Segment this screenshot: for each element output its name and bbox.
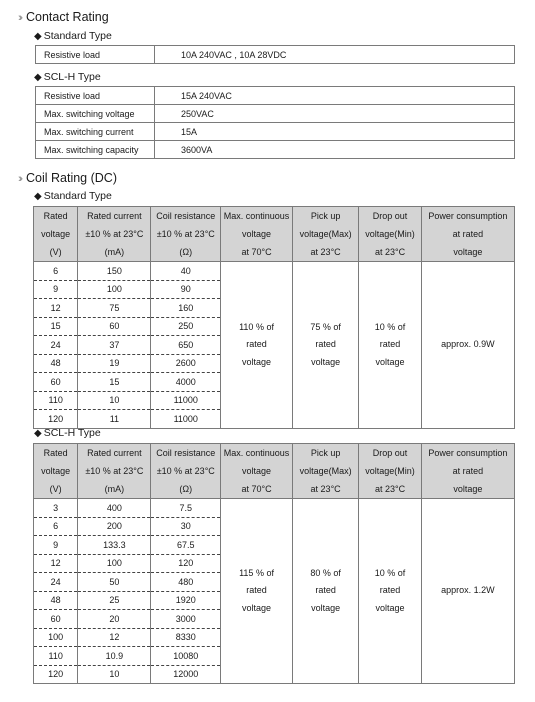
column-header: at 70°C (221, 480, 293, 499)
header-row (34, 225, 515, 243)
cell: 6 (34, 517, 78, 536)
table-row (36, 141, 515, 159)
coil-standard-type-label: ◆ Standard Type (34, 190, 112, 202)
cell: 120 (34, 410, 78, 429)
cell: 90 (151, 280, 221, 299)
merged-cell: 75 % of rated voltage (292, 262, 358, 429)
merged-cell: 115 % of rated voltage (221, 499, 293, 684)
cell: 120 (34, 665, 78, 684)
cell: 25 (78, 591, 151, 610)
column-header: Pick up (292, 207, 358, 226)
column-header: (V) (34, 243, 78, 262)
header-row (34, 243, 515, 262)
row-label: Max. switching current (36, 123, 155, 141)
row-value: 250VAC (155, 105, 515, 123)
cell: 75 (78, 299, 151, 318)
cell: 12 (34, 554, 78, 573)
cell: 250 (151, 317, 221, 336)
column-header: voltage(Max) (292, 225, 358, 243)
column-header: voltage(Min) (359, 225, 421, 243)
cell: 48 (34, 354, 78, 373)
row-value: 10A 240VAC , 10A 28VDC (155, 46, 515, 64)
column-header: (mA) (78, 243, 151, 262)
column-header: (Ω) (151, 243, 221, 262)
cell: 9 (34, 280, 78, 299)
column-header: ±10 % at 23°C (78, 225, 151, 243)
header-row (34, 207, 515, 226)
column-header: ±10 % at 23°C (151, 225, 221, 243)
table-row (36, 87, 515, 105)
cell: 1920 (151, 591, 221, 610)
cell: 10080 (151, 647, 221, 666)
table-row (36, 123, 515, 141)
column-header: at 23°C (292, 480, 358, 499)
cell: 4000 (151, 373, 221, 392)
header-row (34, 480, 515, 499)
cell: 133.3 (78, 536, 151, 555)
cell: 60 (78, 317, 151, 336)
column-header: voltage(Max) (292, 462, 358, 480)
cell: 40 (151, 262, 221, 281)
cell: 3 (34, 499, 78, 518)
row-value: 15A (155, 123, 515, 141)
cell: 100 (34, 628, 78, 647)
column-header: voltage (221, 225, 293, 243)
cell: 19 (78, 354, 151, 373)
cell: 24 (34, 573, 78, 592)
column-header: Coil resistance (151, 444, 221, 463)
cell: 400 (78, 499, 151, 518)
row-label: Max. switching voltage (36, 105, 155, 123)
column-header: voltage (34, 462, 78, 480)
diamond-icon: ◆ (34, 191, 42, 202)
column-header: Rated (34, 444, 78, 463)
sclh-type-label: ◆ SCL-H Type (34, 71, 101, 83)
cell: 15 (78, 373, 151, 392)
cell: 120 (151, 554, 221, 573)
diamond-icon: ◆ (34, 72, 42, 83)
row-label: Resistive load (36, 87, 155, 105)
table-row (36, 46, 515, 64)
cell: 11 (78, 410, 151, 429)
column-header: at 70°C (221, 243, 293, 262)
cell: 160 (151, 299, 221, 318)
cell: 110 (34, 647, 78, 666)
column-header: (V) (34, 480, 78, 499)
column-header: at 23°C (359, 480, 421, 499)
coil-sclh-table (33, 443, 515, 684)
cell: 30 (151, 517, 221, 536)
chevron-right-icon: ››› (18, 173, 20, 185)
column-header: (mA) (78, 480, 151, 499)
column-header: Rated current (78, 444, 151, 463)
cell: 24 (34, 336, 78, 355)
merged-cell: approx. 1.2W (421, 499, 514, 684)
column-header: Rated (34, 207, 78, 226)
cell: 2600 (151, 354, 221, 373)
cell: 60 (34, 610, 78, 629)
column-header: Power consumption (421, 207, 514, 226)
cell: 48 (34, 591, 78, 610)
merged-cell: 10 % of rated voltage (359, 262, 421, 429)
contact-standard-table (35, 45, 515, 64)
table-row (36, 105, 515, 123)
merged-cell: approx. 0.9W (421, 262, 514, 429)
cell: 20 (78, 610, 151, 629)
contact-rating-heading: ››› Contact Rating (18, 10, 109, 24)
table-row (34, 499, 515, 518)
column-header: ±10 % at 23°C (151, 462, 221, 480)
column-header: voltage (421, 480, 514, 499)
table-row (34, 262, 515, 281)
cell: 12 (78, 628, 151, 647)
diamond-icon: ◆ (34, 31, 42, 42)
row-label: Resistive load (36, 46, 155, 64)
column-header: Rated current (78, 207, 151, 226)
column-header: voltage (421, 243, 514, 262)
cell: 15 (34, 317, 78, 336)
column-header: Power consumption (421, 444, 514, 463)
cell: 50 (78, 573, 151, 592)
column-header: voltage (34, 225, 78, 243)
cell: 150 (78, 262, 151, 281)
column-header: Max. continuous (221, 207, 293, 226)
cell: 10 (78, 665, 151, 684)
column-header: Drop out (359, 444, 421, 463)
column-header: at rated (421, 225, 514, 243)
cell: 6 (34, 262, 78, 281)
cell: 67.5 (151, 536, 221, 555)
cell: 12 (34, 299, 78, 318)
merged-cell: 80 % of rated voltage (292, 499, 358, 684)
cell: 480 (151, 573, 221, 592)
standard-type-label: ◆ Standard Type (34, 30, 112, 42)
cell: 650 (151, 336, 221, 355)
merged-cell: 110 % of rated voltage (221, 262, 293, 429)
header-row (34, 462, 515, 480)
chevron-right-icon: ››› (18, 12, 20, 24)
coil-sclh-type-label: ◆ SCL-H Type (34, 427, 101, 439)
column-header: Pick up (292, 444, 358, 463)
cell: 3000 (151, 610, 221, 629)
cell: 200 (78, 517, 151, 536)
diamond-icon: ◆ (34, 428, 42, 439)
column-header: voltage (221, 462, 293, 480)
merged-cell: 10 % of rated voltage (359, 499, 421, 684)
cell: 10.9 (78, 647, 151, 666)
column-header: Max. continuous (221, 444, 293, 463)
cell: 9 (34, 536, 78, 555)
cell: 11000 (151, 391, 221, 410)
contact-sclh-table (35, 86, 515, 159)
row-label: Max. switching capacity (36, 141, 155, 159)
column-header: at 23°C (292, 243, 358, 262)
cell: 8330 (151, 628, 221, 647)
column-header: Coil resistance (151, 207, 221, 226)
cell: 11000 (151, 410, 221, 429)
cell: 100 (78, 280, 151, 299)
coil-rating-heading: ››› Coil Rating (DC) (18, 171, 117, 185)
cell: 12000 (151, 665, 221, 684)
column-header: Drop out (359, 207, 421, 226)
cell: 10 (78, 391, 151, 410)
column-header: (Ω) (151, 480, 221, 499)
cell: 110 (34, 391, 78, 410)
column-header: ±10 % at 23°C (78, 462, 151, 480)
cell: 7.5 (151, 499, 221, 518)
header-row (34, 444, 515, 463)
row-value: 15A 240VAC (155, 87, 515, 105)
cell: 100 (78, 554, 151, 573)
column-header: at rated (421, 462, 514, 480)
cell: 60 (34, 373, 78, 392)
coil-standard-table (33, 206, 515, 429)
row-value: 3600VA (155, 141, 515, 159)
column-header: voltage(Min) (359, 462, 421, 480)
cell: 37 (78, 336, 151, 355)
column-header: at 23°C (359, 243, 421, 262)
